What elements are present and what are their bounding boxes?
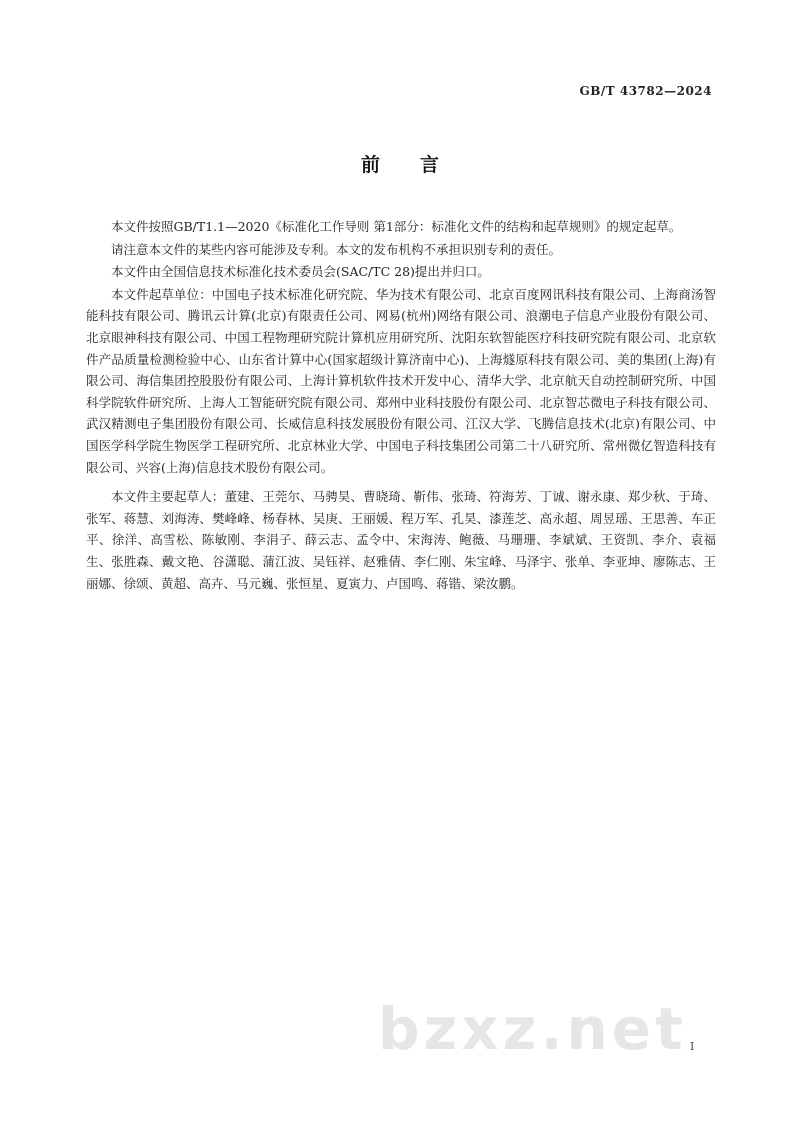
paragraph-drafters: 本文件主要起草人：董建、王莞尔、马骋昊、曹晓琦、靳伟、张琦、符海芳、丁诚、谢永康、郑少秋、于琦、张军、蒋慧、刘海涛、樊峰峰、杨春林、吴庚、王丽媛、程万军、孔昊、漆莲芝、高永超、周昱瑶、王思善、车正平、徐洋、高雪松、陈敏刚、李涓子、薛云志、孟令中、宋海涛、鲍薇、马珊珊、李斌斌、王资凯、李介、袁福生、张胜森、戴文艳、谷潇聪、蒲江波、吴钰祥、赵雅倩、李仁刚、朱宝峰、马泽宇、张单、李亚坤、廖陈志、王丽娜、徐颂、黄超、高卉、马元巍、张恒星、夏寅力、卢国鸣、蒋锴、梁汝鹏。 (86, 489, 716, 591)
foreword-body (86, 216, 716, 595)
standard-number: GB/T 43782—2024 (579, 84, 712, 98)
watermark-logo: bzxz.net (378, 995, 687, 1063)
page-number: I (690, 1040, 695, 1053)
paragraph-patent-notice: 请注意本文件的某些内容可能涉及专利。本文的发布机构不承担识别专利的责任。 (111, 241, 562, 257)
page-title: 前言 (360, 154, 479, 176)
paragraph-drafting-rules: 本文件按照GB/T1.1—2020《标准化工作导则 第1部分：标准化文件的结构和起草规则》的规定起草。 (111, 219, 682, 234)
paragraph-drafting-units: 本文件起草单位：中国电子技术标准化研究院、华为技术有限公司、北京百度网讯科技有限公司、上海商汤智能科技有限公司、腾讯云计算(北京)有限责任公司、网易(杭州)网络有限公司、浪潮电子信息产业股份有限公司、北京眼神科技有限公司、中国工程物理研究院计算机应用研究所、沈阳东软智能医疗科技研究院有限公司、北京软件产品质量检测检验中心、山东省计算中心(国家超级计算济南中心)、上海燧原科技有限公司、美的集团(上海)有限公司、海信集团控股股份有限公司、上海计算机软件技术开发中心、清华大学、北京航天自动控制研究所、中国科学院软件研究所、上海人工智能研究院有限公司、郑州中业科技股份有限公司、北京智芯微电子科技有限公司、武汉精测电子集团股份有限公司、长威信息科技发展股份有限公司、江汉大学、飞腾信息技术(北京)有限公司、中国医学科学院生物医学工程研究所、北京林业大学、中国电子科技集团公司第二十八研究所、常州微亿智造科技有限公司、兴容(上海)信息技术股份有限公司。 (86, 286, 716, 475)
paragraph-proposer: 本文件由全国信息技术标准化技术委员会(SAC/TC 28)提出并归口。 (111, 264, 490, 280)
